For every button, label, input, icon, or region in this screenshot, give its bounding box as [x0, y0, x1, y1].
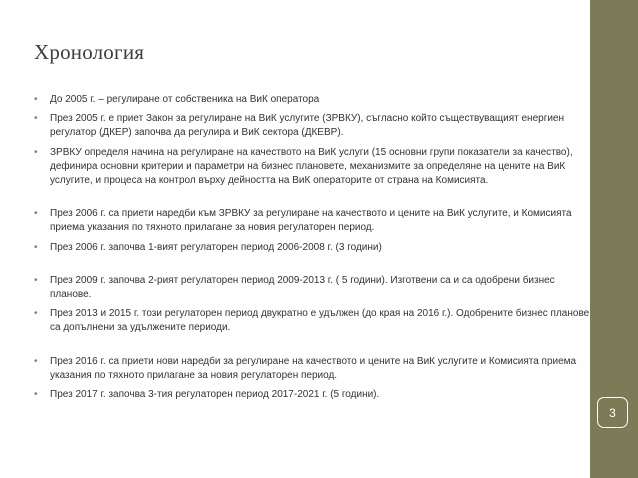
bullet-icon: •: [34, 208, 38, 220]
list-item: [34, 388, 590, 402]
list-item-text: През 2009 г. започва 2-рият регулаторен период 2009-2013 г. ( 5 години). Изготвени са и са одобрени бизнес планове.: [50, 274, 555, 301]
list-item-text: През 2017 г. започва 3-тия регулаторен период 2017-2021 г. (5 години).: [50, 389, 380, 401]
list-item-text: През 2016 г. са приети нови наредби за регулиране на качеството и цените на ВиК услугите и Комисията приема указания по тяхното прилагане за новия регулаторен период.: [50, 355, 577, 381]
spacer: [34, 341, 590, 355]
list-item: [34, 241, 590, 255]
list-item-text: През 2013 и 2015 г. този регулаторен период двукратно е удължен (до края на 2016 г.). Одобрените бизнес планове са допълнени за удължените периоди.: [50, 308, 590, 334]
bullet-icon: •: [34, 146, 38, 158]
spacer: [34, 260, 590, 274]
list-item-text: През 2006 г. започва 1-вият регулаторен период 2006-2008 г. (3 години): [50, 241, 382, 253]
list-item-text: През 2005 г. е приет Закон за регулиране на ВиК услугите (ЗРВКУ), съгласно който съществуващият енергиен регулатор (ДКЕР) започва да регулира и ВиК сектора (ДКЕВР).: [50, 113, 565, 139]
bullet-icon: •: [34, 241, 38, 253]
bullet-icon: •: [34, 389, 38, 401]
list-item: [34, 207, 590, 235]
list-item: [34, 146, 590, 189]
bullet-icon: •: [34, 113, 38, 125]
slide-title: Хронология: [34, 40, 145, 64]
bullet-icon: •: [34, 308, 38, 320]
list-item: [34, 93, 590, 107]
list-item: [34, 274, 590, 302]
list-item: [34, 112, 590, 140]
spacer: [34, 193, 590, 207]
bullet-icon: •: [34, 274, 38, 286]
bullet-list: [34, 93, 590, 407]
bullet-icon: •: [34, 355, 38, 367]
list-item-text: През 2006 г. са приети наредби към ЗРВКУ за регулиране на качеството и цените на ВиК услугите, и Комисията приема указания по тяхното прилагане за новия регулаторен период.: [50, 208, 572, 234]
bullet-icon: •: [34, 94, 38, 105]
list-item: [34, 307, 590, 335]
list-item: [34, 355, 590, 383]
list-item-text: ЗРВКУ определя начина на регулиране на качеството на ВиК услуги (15 основни групи показатели за качество), дефинира основни критерии и параметри на бизнес плановете, механизмите за определяне на цените на ВиК услугите, и процеса на контрол върху дейността на ВиК операторите от страна на Комисията.: [50, 146, 573, 187]
page-number-badge: [597, 397, 628, 428]
page-number: 3: [609, 405, 616, 420]
list-item-text: До 2005 г. – регулиране от собственика на ВиК оператора: [50, 94, 320, 105]
